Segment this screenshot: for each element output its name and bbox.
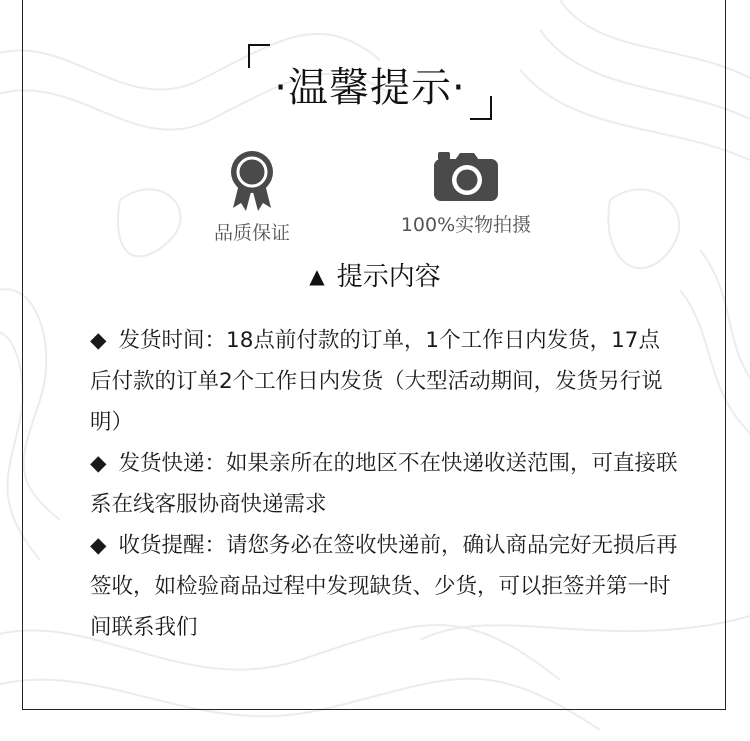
real-photo-badge — [388, 150, 544, 237]
list-item — [90, 525, 680, 648]
section-heading-text: 提示内容 — [336, 262, 441, 292]
page-title: ·温馨提示· — [274, 65, 466, 111]
diamond-bullet-icon: ◆ — [90, 328, 107, 353]
rosette-medal-icon — [227, 150, 277, 212]
camera-icon — [433, 150, 499, 204]
list-item — [90, 443, 680, 525]
diamond-bullet-icon: ◆ — [90, 533, 107, 558]
notice-list — [90, 320, 680, 648]
quality-guarantee-label: 品质保证 — [213, 222, 290, 244]
list-item-text: 发货快递：如果亲所在的地区不在快递收送范围，可直接联系在线客服协商快递需求 — [90, 451, 678, 517]
section-heading — [0, 256, 750, 293]
quality-guarantee-badge — [190, 150, 314, 245]
list-item — [90, 320, 680, 443]
real-photo-label: 100%实物拍摄 — [400, 214, 532, 236]
list-item-text: 发货时间：18点前付款的订单，1个工作日内发货，17点后付款的订单2个工作日内发货（大型活动期间，发货另行说明） — [90, 328, 663, 435]
triangle-up-icon: ▲ — [309, 264, 325, 288]
list-item-text: 收货提醒：请您务必在签收快递前，确认商品完好无损后再签收，如检验商品过程中发现缺货、少货，可以拒签并第一时间联系我们 — [90, 533, 678, 640]
title-block — [248, 44, 492, 120]
diamond-bullet-icon: ◆ — [90, 451, 107, 476]
